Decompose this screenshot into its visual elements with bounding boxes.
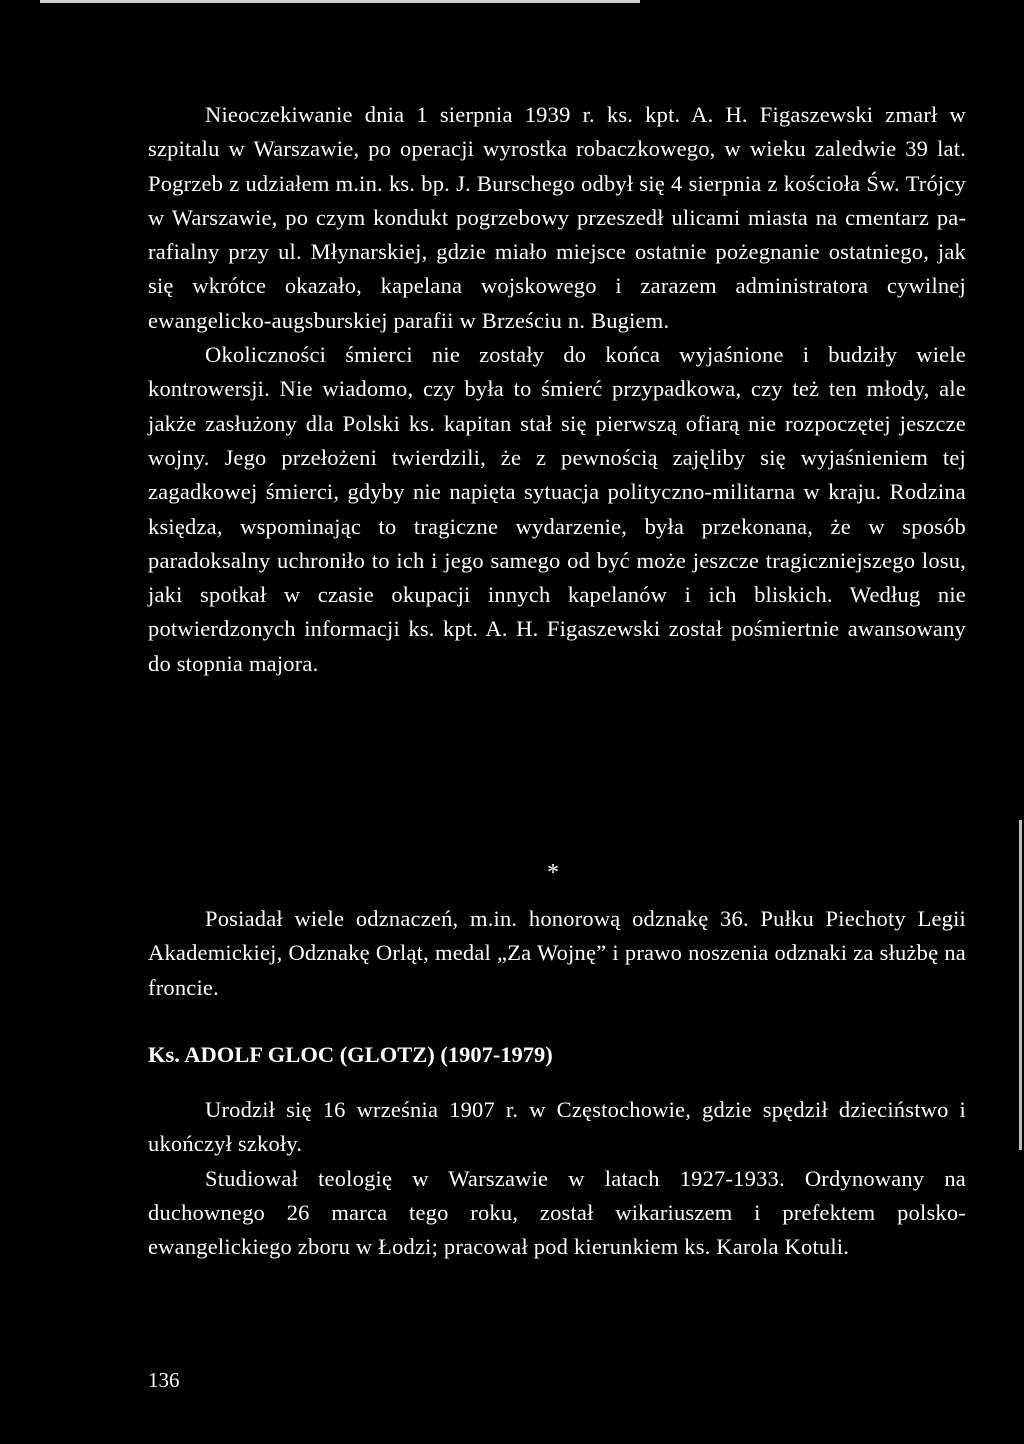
paragraph-circumstances: Okoliczności śmierci nie zostały do końca wyjaśnione i budziły wiele kontrowersji. Nie wiadomo, czy była to śmierć przypadkowa, czy też ten młody, ale jakże zasłużony dla Polski ks. kapitan stał się pierwszą ofiarą nie rozpoczętej jeszcze wojny. Jego przełożeni twierdzili, że z pewnością zajęliby się wyjaśnieniem tej zagadkowej śmierci, gdyby nie napięta sytuacja polityczno-militarna w kraju. Rodzina księdza, wspominając to tragiczne wydarzenie, była przekonana, że w sposób paradoksalny uchroniło to ich i jego samego od być może jeszcze tragiczniejszego losu, jaki spotkał w czasie okupacji innych kapelanów i ich bliskich. Według nie potwierdzonych informacji ks. kpt. A. H. Figaszewski został pośmiertnie awansowany do stopnia majora. [148,342,966,676]
figaszewski-death-section [148,98,966,681]
gloc-biography-section [148,1093,966,1264]
page-number: 136 [148,1368,180,1392]
paragraph-decorations: Posiadał wiele odznaczeń, m.in. honorową odznakę 36. Pułku Piechoty Legii Akademickiej, Odznakę Orląt, medal „Za Wojnę” i prawo noszenia odznaki za służbę na froncie. [148,906,966,1000]
decorations-section [148,902,966,1005]
biography-heading: Ks. ADOLF GLOC (GLOTZ) (1907-1979) [148,1042,553,1067]
paragraph-studies: Studiował teologię w Warszawie w latach 1927-1933. Ordynowany na duchownego 26 marca tego roku, został wikariuszem i prefektem polsko-ewangelickiego zboru w Łodzi; pracował pod kierunkiem ks. Karola Kotuli. [148,1165,966,1260]
scan-edge-top [40,0,640,3]
paragraph-birth: Urodził się 16 września 1907 r. w Częstochowie, gdzie spędził dzieciństwo i ukończył szkoły. [148,1097,966,1157]
paragraph-funeral: Nieoczekiwanie dnia 1 sierpnia 1939 r. ks. kpt. A. H. Figaszewski zmarł w szpitalu w Warszawie, po operacji wyrostka robaczkowego, w wieku zaledwie 39 lat. Pogrzeb z udziałem m.in. ks. bp. J. Burschego odbył się 4 sierpnia z kościoła Św. Trójcy w Warszawie, po czym kondukt pogrzebowy przeszedł ulicami miasta na cmentarz parafialny przy ul. Młynarskiej, gdzie miało miejsce ostatnie pożegnanie ostatniego, jak się wkrótce okazało, kapelana wojskowego i zarazem administratora cywilnej ewangelicko-augsburskiej parafii w Brześciu n. Bugiem. [148,102,966,333]
scan-edge-right [1019,820,1022,1150]
section-separator-asterisk: * [547,860,559,886]
